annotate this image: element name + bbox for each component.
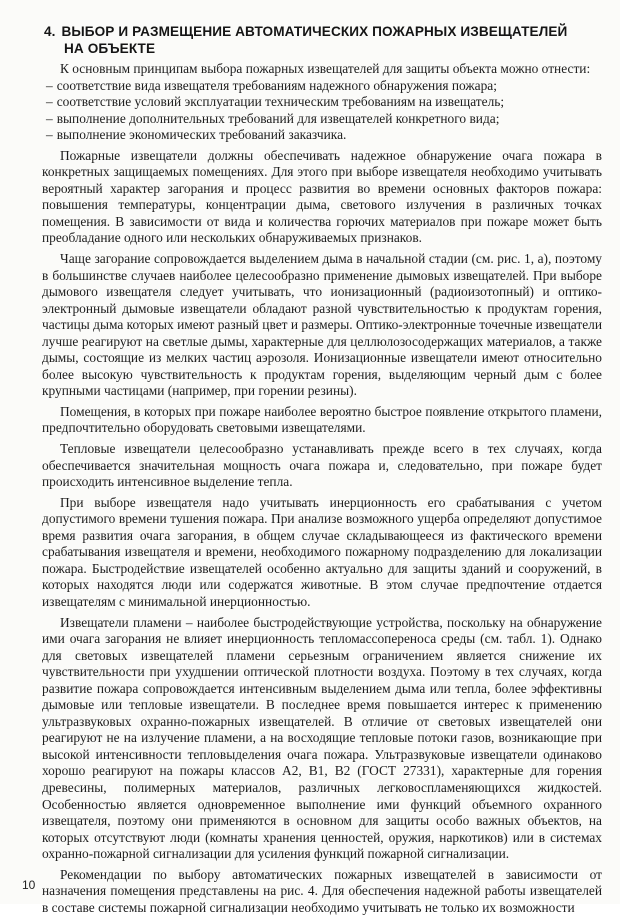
paragraph-flame-detectors: Извещатели пламени – наиболее быстродействующие устройства, поскольку на обнаружение ими очага загорания не влияет инерционность тепломассопереноса среды (см. табл. 1). Однако для световых извещателей пламени серьезным ограничением является снижение их чувствительности при ухудшении оптической плотности воздуха. Поэтому в тех случаях, когда развитие пожара сопровождается интенсивным выделением дыма или тепла, более эффективны дымовые или тепловые извещатели. В последнее время повышается интерес к применению ультразвуковых охранно-пожарных извещателей. В отличие от световых извещателей они реагируют не на излучение пламени, а на восходящие тепловые потоки газов, возникающие при высокой интенсивности тепловыделения очага пожара. Ультразвуковые извещатели одинаково хорошо реагируют на пожары классов А2, В1, В2 (ГОСТ 27331), характерные для горения древесины, полимерных материалов, различных легковоспламеняющихся жидкостей. Особенностью является одновременное выполнение ими функций объемного охранного извещателя, поэтому они применяются в основном для защиты особо важных объектов, на которых отсутствуют люди (комнаты хранения ценностей, оружия, наркотиков) или в системах охранно-пожарной сигнализации для усиления функций пожарной сигнализации.	[42, 614, 602, 862]
paragraph-flame-rooms: Помещения, в которых при пожаре наиболее вероятно быстрое появление открытого пламени, предпочтительно оборудовать световыми извещателями.	[42, 403, 602, 436]
list-item	[46, 78, 602, 95]
list-item	[46, 94, 602, 111]
list-item-text: соответствие вида извещателя требованиям надежного обнаружения пожара;	[56, 77, 497, 93]
section-number: 4.	[44, 24, 56, 39]
paragraph-smoke-detectors: Чаще загорание сопровождается выделением дыма в начальной стадии (см. рис. 1, а), поэтому в большинстве случаев наиболее целесообразно применение дымовых извещателей. При выборе дымового извещателя следует учитывать, что ионизационный (радиоизотопный) и оптико-электронный дымовые извещатели обладают разной чувствительностью к продуктам горения, частицы дыма которых имеют разный цвет и размеры. Оптико-электронные точечные извещатели лучше реагируют на светлые дымы, характерные для целлюлозосодержащих материалов, а также дымы, состоящие из мелких частиц аэрозоля. Ионизационные извещатели имеют относительно более высокую чувствительность к продуктам горения, выделяющим черный дым с более крупными частицами (например, при горении резины).	[42, 251, 602, 399]
page-number: 10	[22, 878, 36, 892]
intro-paragraph: К основным принципам выбора пожарных извещателей для защиты объекта можно отнести:	[60, 61, 591, 76]
list-item	[46, 111, 602, 128]
section-heading	[42, 24, 602, 57]
list-item-text: выполнение экономических требований заказчика.	[56, 127, 347, 143]
list-item-text: выполнение дополнительных требований для извещателей конкретного вида;	[56, 110, 500, 126]
principles-list	[42, 78, 602, 144]
paragraph-inertia: При выборе извещателя надо учитывать инерционность его срабатывания с учетом допустимого времени тушения пожара. При анализе возможного ущерба определяют допустимое время развития очага загорания, в общем случае складывающееся из фактического времени срабатывания извещателя и времени, необходимого пожарному подразделению для локализации пожара. Быстродействие извещателей особенно актуально для защиты зданий и сооружений, в которых находятся люди или содержатся животные. В этом случае предпочтение отдается извещателям с минимальной инерционностью.	[42, 494, 602, 609]
dash-bullet: –	[46, 94, 53, 110]
paragraph-recommendations: Рекомендации по выбору автоматических пожарных извещателей в зависимости от назначения помещения представлены на рис. 4. Для обеспечения надежной работы извещателей в составе системы пожарной сигнализации необходимо учитывать не только их возможности	[42, 866, 602, 915]
list-item	[46, 127, 602, 144]
paragraph-detection: Пожарные извещатели должны обеспечивать надежное обнаружение очага пожара в конкретных защищаемых помещениях. Для этого при выборе извещателя необходимо учитывать вероятный характер загорания и процесс развития во времени основных факторов пожара: повышения температуры, концентрации дыма, светового излучения в различных точках помещения. В зависимости от вида и количества горючих материалов при пожаре может быть преобладание одного или нескольких обнаруживаемых признаков.	[42, 147, 602, 246]
dash-bullet: –	[46, 127, 53, 143]
document-page	[42, 24, 602, 916]
list-item-text: соответствие условий эксплуатации техническим требованиям на извещатель;	[56, 94, 505, 110]
paragraph-heat-detectors: Тепловые извещатели целесообразно устанавливать прежде всего в тех случаях, когда обеспечивается значительная мощность очага пожара и, следовательно, при пожаре будет происходить интенсивное выделение тепла.	[42, 441, 602, 490]
section-title-line2: НА ОБЪЕКТЕ	[64, 40, 156, 56]
section-title-line1: ВЫБОР И РАЗМЕЩЕНИЕ АВТОМАТИЧЕСКИХ ПОЖАРНЫХ ИЗВЕЩАТЕЛЕЙ	[61, 24, 568, 39]
dash-bullet: –	[46, 110, 53, 126]
dash-bullet: –	[46, 77, 53, 93]
